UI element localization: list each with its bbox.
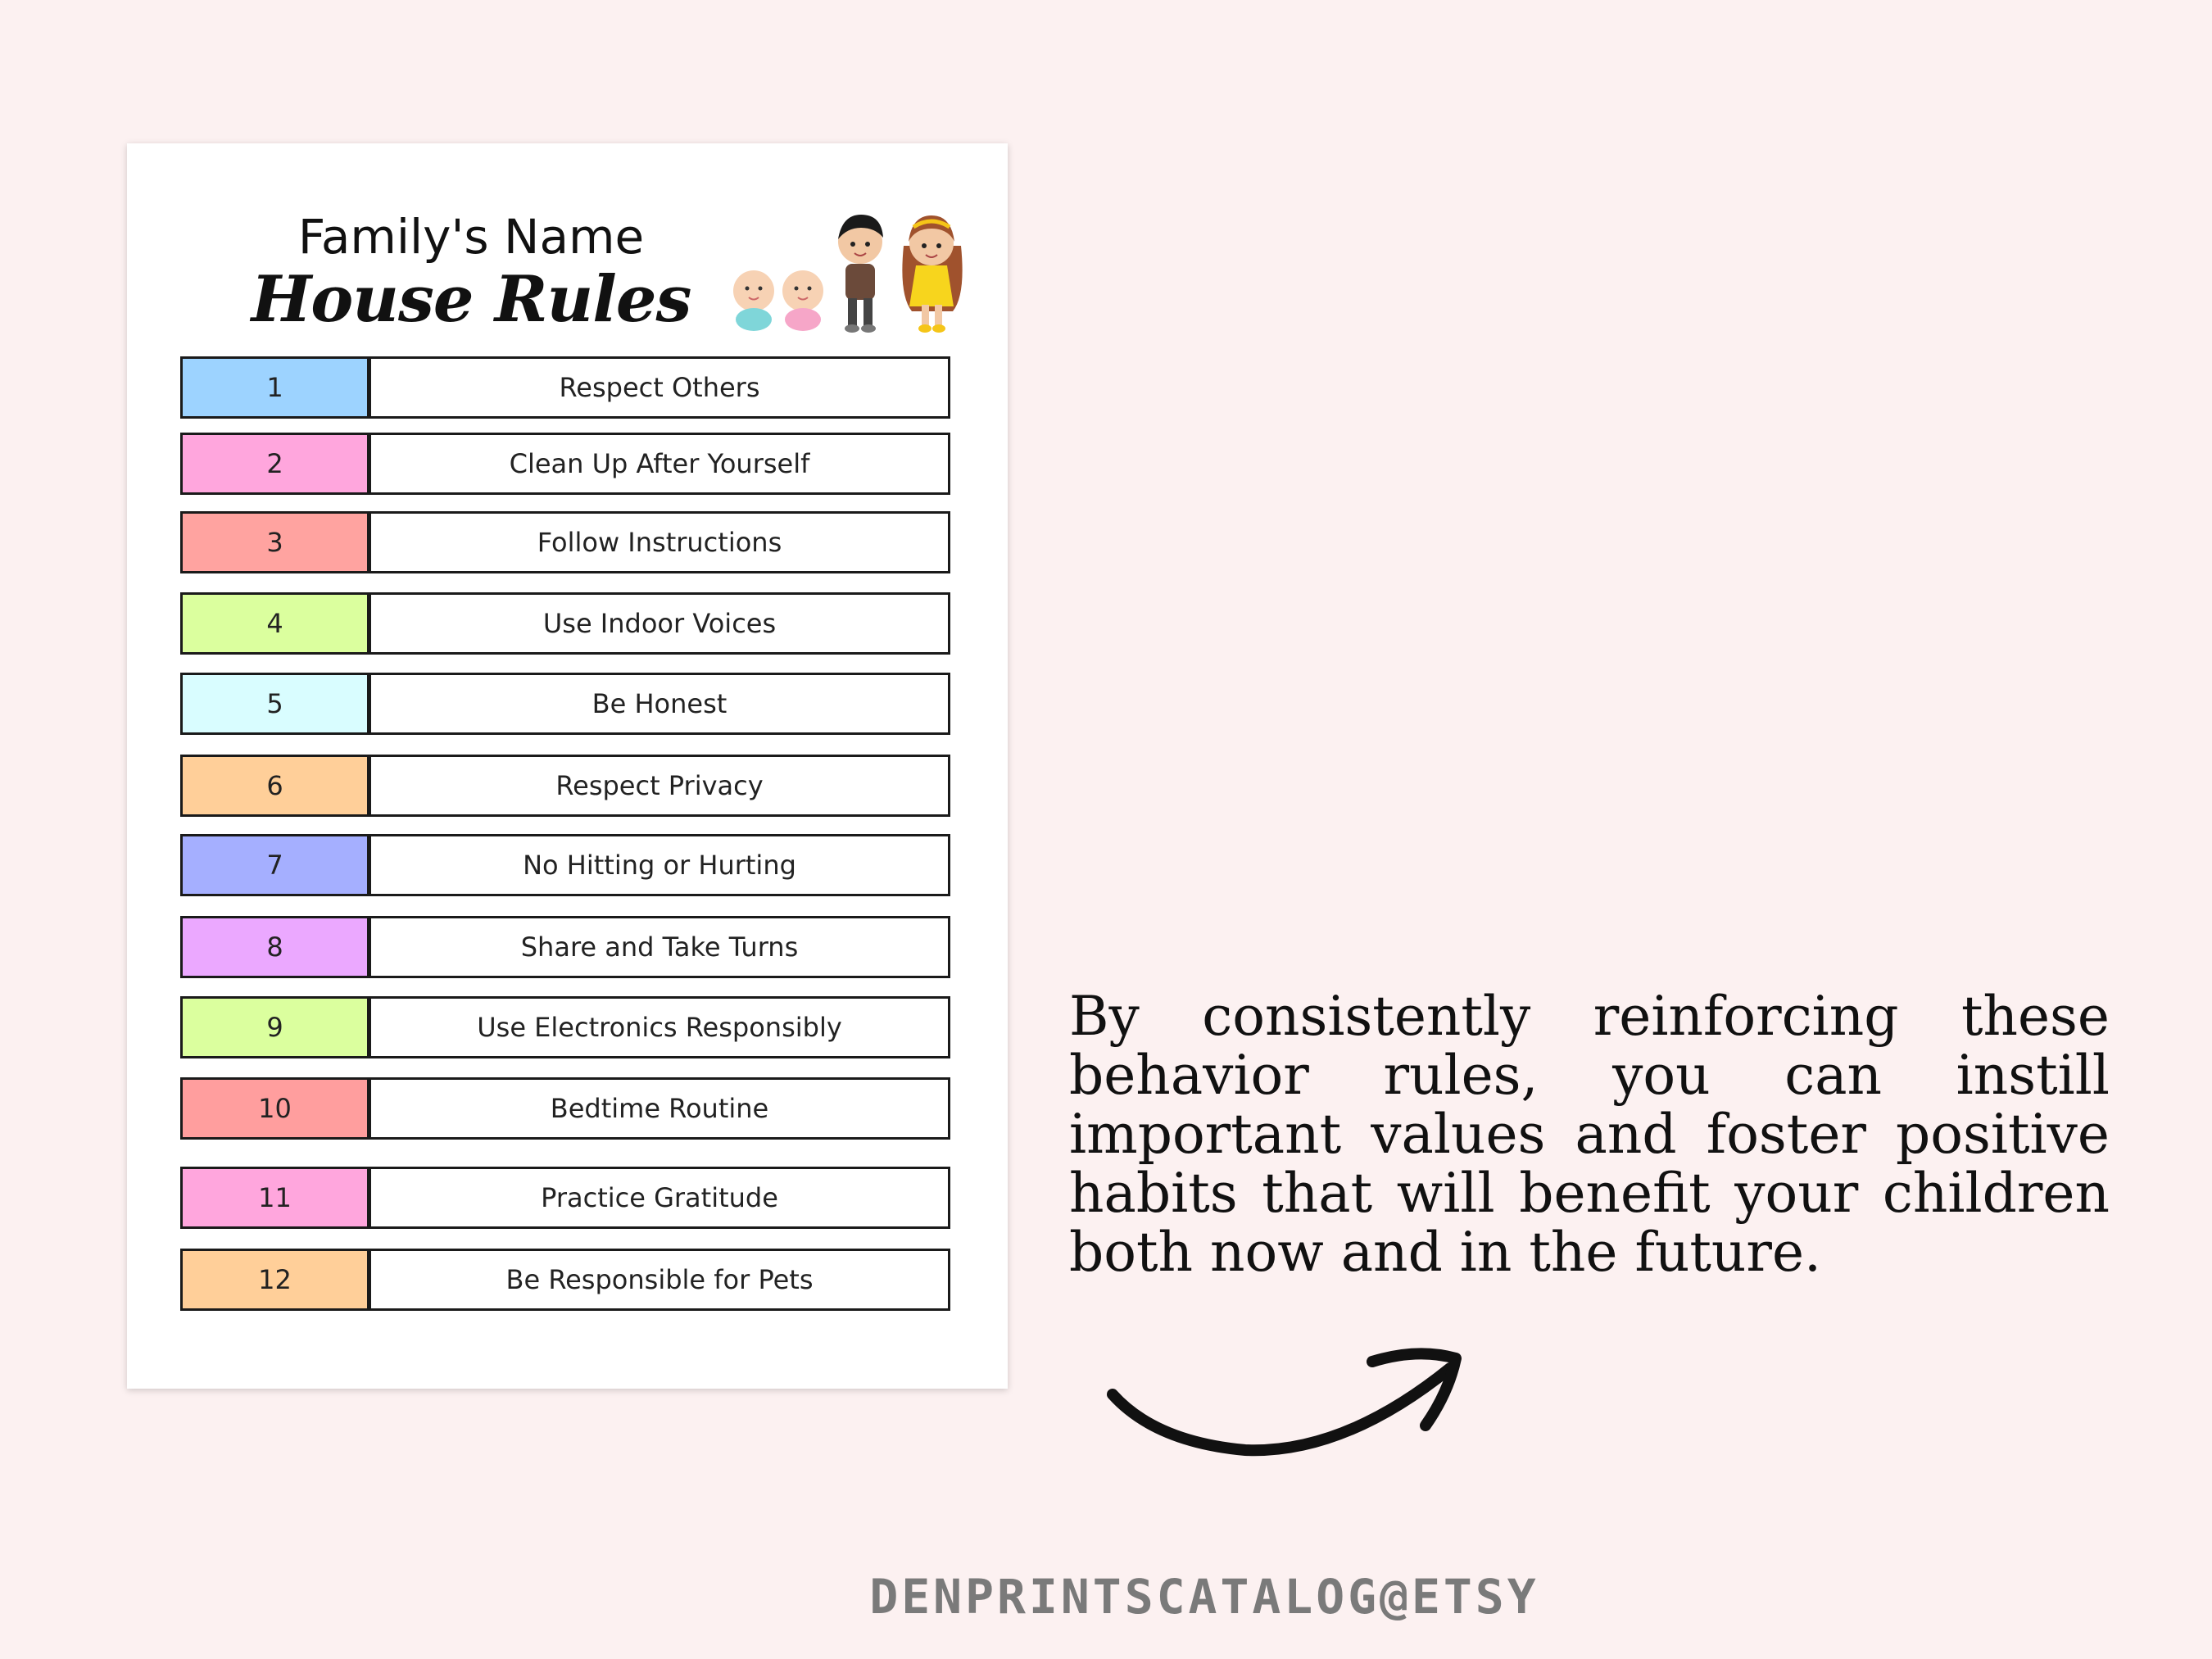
rule-number: 11 (180, 1167, 371, 1229)
rule-row (180, 433, 950, 495)
rule-number: 6 (180, 755, 371, 817)
rule-row (180, 1167, 950, 1229)
rule-row (180, 1249, 950, 1311)
shop-name: DENPRINTSCATALOG@ETSY (869, 1569, 1539, 1625)
curved-arrow-icon (1098, 1335, 1475, 1466)
rule-row (180, 834, 950, 896)
children-illustration-icon (717, 213, 967, 336)
rule-row (180, 1077, 950, 1140)
rule-number: 1 (180, 356, 371, 419)
rule-text: Be Responsible for Pets (371, 1249, 950, 1311)
rule-text: Bedtime Routine (371, 1077, 950, 1140)
rule-row (180, 673, 950, 735)
rule-text: Be Honest (371, 673, 950, 735)
rule-row (180, 996, 950, 1058)
rule-number: 10 (180, 1077, 371, 1140)
rule-number: 8 (180, 916, 371, 978)
rule-row (180, 592, 950, 655)
rule-number: 2 (180, 433, 371, 495)
page-title: House Rules (251, 262, 691, 337)
rule-number: 3 (180, 511, 371, 573)
rule-text: Clean Up After Yourself (371, 433, 950, 495)
rule-text: Follow Instructions (371, 511, 950, 573)
description-text: By consistently reinforcing these behavior rules, you can instill important values and foster positive habits that will benefit your children both now and in the future. (1069, 985, 2110, 1284)
rule-text: Share and Take Turns (371, 916, 950, 978)
rule-row (180, 511, 950, 573)
rule-row (180, 916, 950, 978)
rule-text: Respect Others (371, 356, 950, 419)
rule-text: Use Indoor Voices (371, 592, 950, 655)
rule-number: 12 (180, 1249, 371, 1311)
rule-text: No Hitting or Hurting (371, 834, 950, 896)
rule-text: Practice Gratitude (371, 1167, 950, 1229)
rule-number: 5 (180, 673, 371, 735)
house-rules-card (127, 143, 1008, 1389)
rule-number: 4 (180, 592, 371, 655)
rule-text: Respect Privacy (371, 755, 950, 817)
rule-number: 9 (180, 996, 371, 1058)
family-name: Family's Name (297, 209, 645, 265)
rule-row (180, 755, 950, 817)
rule-number: 7 (180, 834, 371, 896)
rule-text: Use Electronics Responsibly (371, 996, 950, 1058)
rule-row (180, 356, 950, 419)
